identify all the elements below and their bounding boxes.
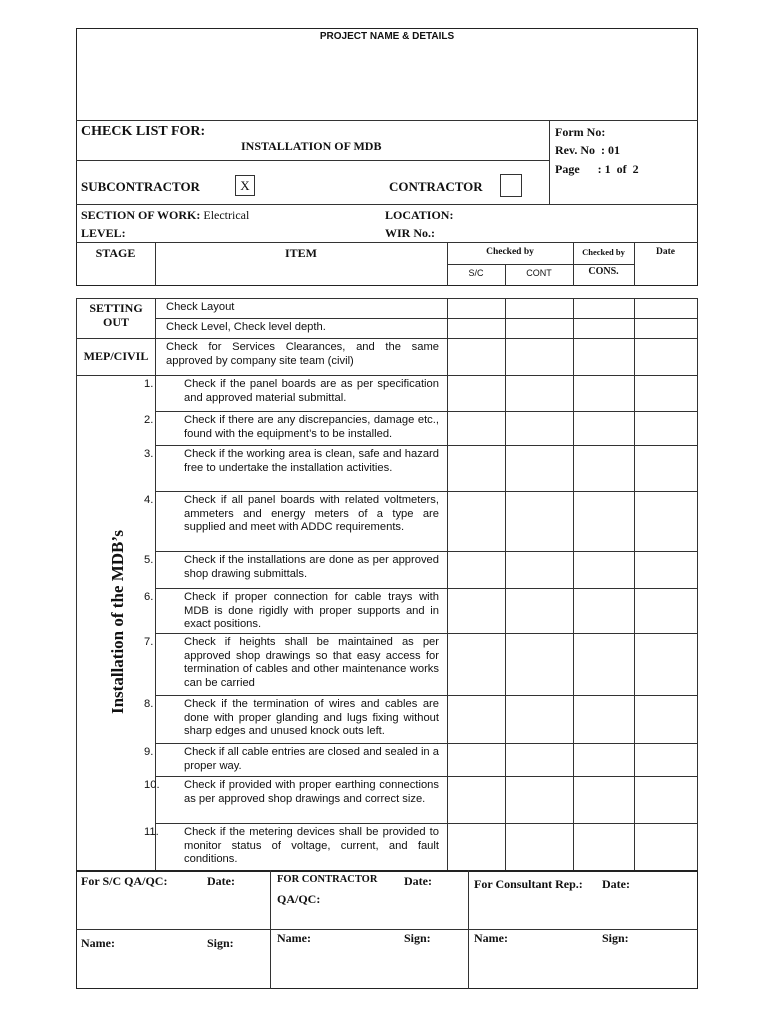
check-cell-cons[interactable]	[574, 319, 635, 339]
check-cell-date[interactable]	[635, 552, 698, 589]
check-cell-cons[interactable]	[574, 492, 635, 552]
item-text: Check if the metering devices shall be provided to monitor status of voltage, current, and fault conditions.	[184, 826, 439, 866]
page-number: Page : 1 of 2	[555, 162, 639, 176]
sc-date-label: Date:	[207, 874, 235, 888]
item-cell	[156, 319, 448, 339]
contractor-qaqc-label: FOR CONTRACTOR	[277, 874, 378, 885]
check-cell-date[interactable]	[635, 412, 698, 446]
check-cell-sc[interactable]	[448, 446, 506, 492]
project-title: PROJECT NAME & DETAILS	[319, 31, 455, 42]
section-of-work	[81, 208, 249, 223]
item-cell	[144, 744, 448, 777]
contractor-name-label: Name:	[277, 931, 311, 945]
check-cell-cont[interactable]	[506, 446, 574, 492]
check-cell-date[interactable]	[635, 446, 698, 492]
level-label: LEVEL:	[81, 226, 126, 240]
check-cell-date[interactable]	[635, 319, 698, 339]
contractor-label: CONTRACTOR	[389, 179, 483, 194]
check-cell-sc[interactable]	[448, 589, 506, 634]
check-cell-cons[interactable]	[574, 339, 635, 376]
item-cell	[156, 339, 448, 376]
check-cell-date[interactable]	[635, 339, 698, 376]
subcontractor-label: SUBCONTRACTOR	[81, 179, 200, 194]
col-checked-by: Checked by	[486, 247, 534, 257]
check-cell-cont[interactable]	[506, 376, 574, 412]
table-row	[77, 744, 698, 777]
table-row	[77, 412, 698, 446]
check-cell-date[interactable]	[635, 744, 698, 777]
contractor-sign-label: Sign:	[404, 931, 431, 945]
item-number: 4.	[144, 494, 154, 506]
check-cell-sc[interactable]	[448, 552, 506, 589]
item-cell	[144, 589, 448, 634]
item-text: Check if all cable entries are closed and sealed in a proper way.	[184, 746, 439, 772]
item-text: Check if all panel boards with related voltmeters, ammeters and energy meters of a type are supplied and meet with ADDC requirements.	[184, 494, 439, 534]
check-cell-cons[interactable]	[574, 299, 635, 319]
consultant-sign-label: Sign:	[602, 931, 629, 945]
check-cell-cons[interactable]	[574, 412, 635, 446]
consultant-date-label: Date:	[602, 877, 630, 891]
check-cell-cons[interactable]	[574, 744, 635, 777]
check-cell-cons[interactable]	[574, 634, 635, 696]
check-cell-sc[interactable]	[448, 634, 506, 696]
table-row	[77, 589, 698, 634]
item-cell	[156, 299, 448, 319]
table-row	[77, 299, 698, 319]
checklist-subject: INSTALLATION OF MDB	[241, 139, 382, 153]
item-cell	[144, 492, 448, 552]
consultant-name-label: Name:	[474, 931, 508, 945]
col-stage: STAGE	[95, 246, 136, 260]
check-cell-date[interactable]	[635, 777, 698, 824]
stage-setting-out: SETTING OUT	[77, 299, 156, 339]
check-cell-date[interactable]	[635, 589, 698, 634]
table-row	[77, 319, 698, 339]
col-item: ITEM	[284, 246, 317, 260]
table-row	[77, 777, 698, 824]
check-cell-sc[interactable]	[448, 376, 506, 412]
check-cell-cont[interactable]	[506, 744, 574, 777]
check-cell-date[interactable]	[635, 299, 698, 319]
col-sc: S/C	[468, 268, 484, 278]
item-number: 8.	[144, 698, 154, 710]
stage-installation: Installation of the MDB’s	[108, 529, 127, 715]
contractor-qaqc-label-2: QA/QC:	[277, 892, 321, 906]
check-cell-cont[interactable]	[506, 412, 574, 446]
col-checked-by-cons: Checked by	[582, 247, 625, 257]
item-number: 9.	[144, 746, 154, 758]
check-cell-cons[interactable]	[574, 589, 635, 634]
item-text: Check if the working area is clean, safe and hazard free to undertake the installation activities.	[184, 448, 439, 474]
table-row	[77, 552, 698, 589]
item-text: Check Layout	[166, 301, 235, 313]
contractor-date-label: Date:	[404, 874, 432, 888]
table-row	[77, 446, 698, 492]
item-text: Check if the termination of wires and cables are done with proper glanding and lugs fixing without sharp edges and unused knock outs left.	[184, 698, 439, 738]
check-cell-sc[interactable]	[448, 339, 506, 376]
check-cell-cont[interactable]	[506, 589, 574, 634]
check-cell-cont[interactable]	[506, 634, 574, 696]
check-cell-sc[interactable]	[448, 744, 506, 777]
check-cell-sc[interactable]	[448, 492, 506, 552]
stage-mep-civil: MEP/CIVIL	[77, 339, 156, 376]
section-of-work-label: SECTION OF WORK:	[81, 208, 201, 222]
item-text: Check if proper connection for cable trays with MDB is done rigidly with proper supports and in exact positions.	[184, 591, 439, 631]
check-cell-cons[interactable]	[574, 696, 635, 744]
item-number: 3.	[144, 448, 154, 460]
check-cell-date[interactable]	[635, 634, 698, 696]
item-cell	[144, 376, 448, 412]
sc-sign-label: Sign:	[207, 936, 234, 950]
item-cell	[144, 696, 448, 744]
check-cell-cont[interactable]	[506, 824, 574, 871]
checklist-table	[76, 298, 698, 871]
item-number: 1.	[144, 378, 154, 390]
table-row	[77, 339, 698, 376]
check-cell-sc[interactable]	[448, 299, 506, 319]
consultant-label: For Consultant Rep.:	[474, 877, 583, 891]
item-number: 10.	[144, 779, 160, 791]
item-cell	[144, 634, 448, 696]
check-cell-cons[interactable]	[574, 446, 635, 492]
col-cons: CONS.	[588, 266, 619, 277]
sc-qaqc-label: For S/C QA/QC:	[81, 874, 168, 888]
form-no: Form No:	[555, 125, 606, 139]
item-cell	[144, 777, 448, 824]
check-cell-sc[interactable]	[448, 824, 506, 871]
item-number: 5.	[144, 554, 154, 566]
col-date: Date	[656, 247, 675, 257]
item-number: 2.	[144, 414, 154, 426]
check-cell-cont[interactable]	[506, 319, 574, 339]
item-text: Check if the installations are done as per approved shop drawing submittals.	[184, 554, 439, 580]
table-row	[77, 824, 698, 871]
location-label: LOCATION:	[385, 208, 454, 222]
table-row	[77, 492, 698, 552]
item-cell	[144, 446, 448, 492]
section-of-work-value: Electrical	[203, 208, 250, 222]
col-cont: CONT	[526, 268, 552, 278]
check-cell-sc[interactable]	[448, 696, 506, 744]
check-cell-date[interactable]	[635, 492, 698, 552]
table-row	[77, 696, 698, 744]
item-cell	[144, 412, 448, 446]
check-cell-cons[interactable]	[574, 552, 635, 589]
check-cell-cont[interactable]	[506, 339, 574, 376]
check-cell-cons[interactable]	[574, 824, 635, 871]
check-cell-sc[interactable]	[448, 319, 506, 339]
sc-name-label: Name:	[81, 936, 115, 950]
check-cell-date[interactable]	[635, 376, 698, 412]
check-cell-cont[interactable]	[506, 777, 574, 824]
item-text: Check if heights shall be maintained as per approved shop drawings so that easy access for termination of cables and other maintenance works can be carried	[184, 636, 439, 689]
item-text: Check for Services Clearances, and the same approved by company site team (civil)	[166, 341, 439, 367]
check-cell-cons[interactable]	[574, 777, 635, 824]
checklist-for-label: CHECK LIST FOR:	[81, 124, 206, 139]
item-cell	[144, 824, 448, 871]
item-number: 7.	[144, 636, 154, 648]
check-cell-date[interactable]	[635, 696, 698, 744]
table-row	[77, 376, 698, 412]
contractor-checkbox[interactable]	[500, 174, 522, 197]
table-row	[77, 634, 698, 696]
item-number: 6.	[144, 591, 154, 603]
check-cell-sc[interactable]	[448, 777, 506, 824]
subcontractor-checkbox[interactable]: X	[235, 175, 255, 196]
item-number: 11.	[144, 826, 159, 838]
wir-label: WIR No.:	[385, 226, 435, 240]
check-cell-cont[interactable]	[506, 696, 574, 744]
check-cell-cont[interactable]	[506, 552, 574, 589]
item-cell	[144, 552, 448, 589]
check-cell-date[interactable]	[635, 824, 698, 871]
check-cell-cont[interactable]	[506, 299, 574, 319]
item-text: Check if the panel boards are as per specification and approved material submittal.	[184, 378, 439, 404]
check-cell-sc[interactable]	[448, 412, 506, 446]
item-text: Check if provided with proper earthing connections as per approved shop drawings and correct size.	[184, 779, 439, 805]
check-cell-cont[interactable]	[506, 492, 574, 552]
item-text: Check if there are any discrepancies, damage etc., found with the equipment’s to be installed.	[184, 414, 439, 440]
rev-no: Rev. No : 01	[555, 143, 620, 157]
item-text: Check Level, Check level depth.	[166, 321, 326, 333]
check-cell-cons[interactable]	[574, 376, 635, 412]
